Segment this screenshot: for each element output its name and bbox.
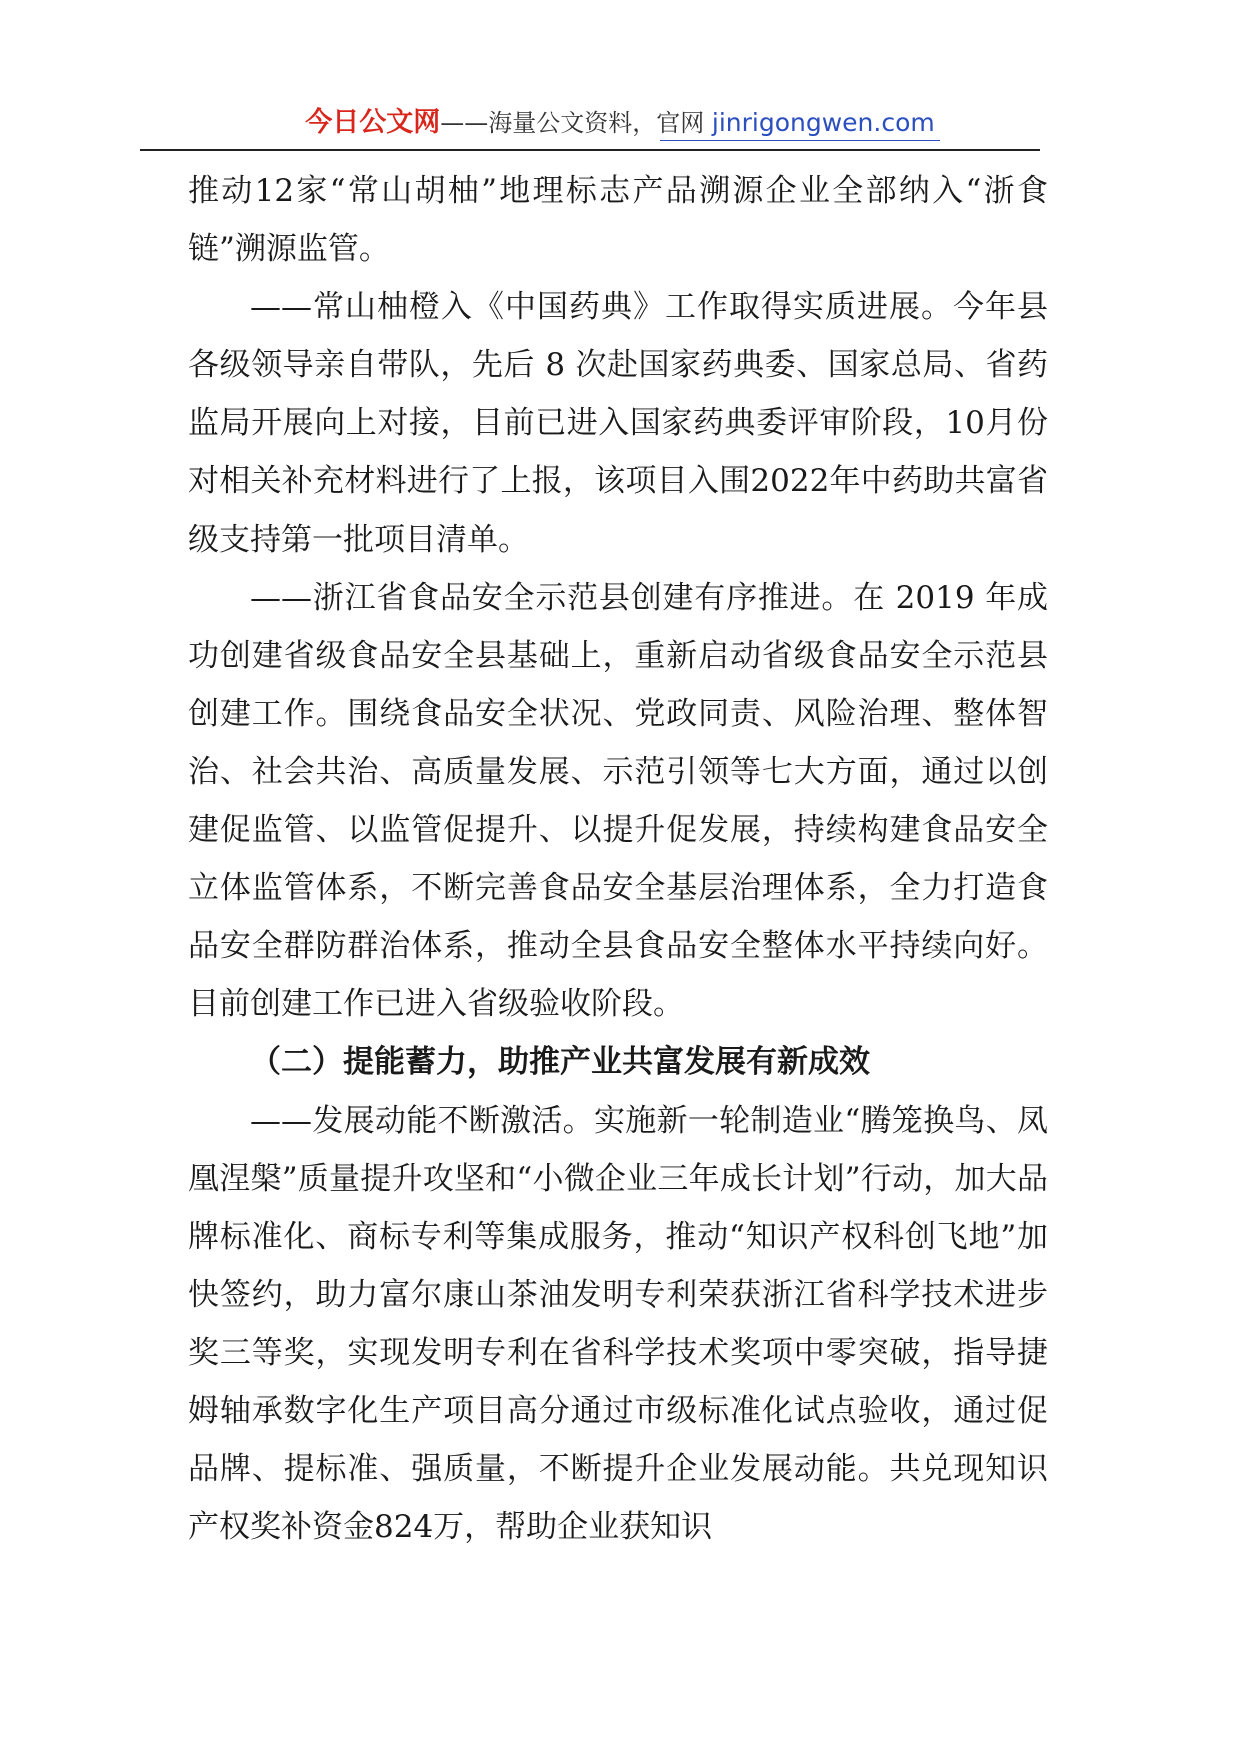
document-body bbox=[188, 162, 1048, 1556]
paragraph-continuation: 推动12家“常山胡柚”地理标志产品溯源企业全部纳入“浙食链”溯源监管。 bbox=[188, 173, 1048, 268]
header-divider bbox=[140, 149, 1040, 151]
section-heading: （二）提能蓄力，助推产业共富发展有新成效 bbox=[250, 1044, 870, 1081]
site-header bbox=[0, 100, 1240, 140]
site-brand: 今日公文网 bbox=[305, 107, 441, 138]
paragraph-development: ——发展动能不断激活。实施新一轮制造业“腾笼换鸟、凤凰涅槃”质量提升攻坚和“小微企业三年成长计划”行动，加大品牌标准化、商标专利等集成服务，推动“知识产权科创飞地”加快签约，助力富尔康山茶油发明专利荣获浙江省科学技术进步奖三等奖，实现发明专利在省科学技术奖项中零突破，指导捷姆轴承数字化生产项目高分通过市级标准化试点验收，通过促品牌、提标准、强质量，不断提升企业发展动能。共兑现知识产权奖补资金824万，帮助企业获知识 bbox=[188, 1102, 1048, 1546]
paragraph-pharmacopoeia: ——常山柚橙入《中国药典》工作取得实质进展。今年县各级领导亲自带队，先后 8 次赴国家药典委、国家总局、省药监局开展向上对接，目前已进入国家药典委评审阶段，10月份对相关补充材料进行了上报，该项目入围2022年中药助共富省级支持第一批项目清单。 bbox=[188, 289, 1048, 558]
url-underline bbox=[660, 140, 940, 141]
site-url-link[interactable]: jinrigongwen.com bbox=[711, 108, 935, 137]
header-separator: —— bbox=[440, 109, 489, 137]
paragraph-food-safety: ——浙江省食品安全示范县创建有序推进。在 2019 年成功创建省级食品安全县基础上，重新启动省级食品安全示范县创建工作。围绕食品安全状况、党政同责、风险治理、整体智治、社会共治、高质量发展、示范引领等七大方面，通过以创建促监管、以监管促提升、以提升促发展，持续构建食品安全立体监管体系，不断完善食品安全基层治理体系，全力打造食品安全群防群治体系，推动全县食品安全整体水平持续向好。目前创建工作已进入省级验收阶段。 bbox=[188, 579, 1048, 1023]
site-tagline: 海量公文资料，官网 bbox=[488, 109, 712, 137]
